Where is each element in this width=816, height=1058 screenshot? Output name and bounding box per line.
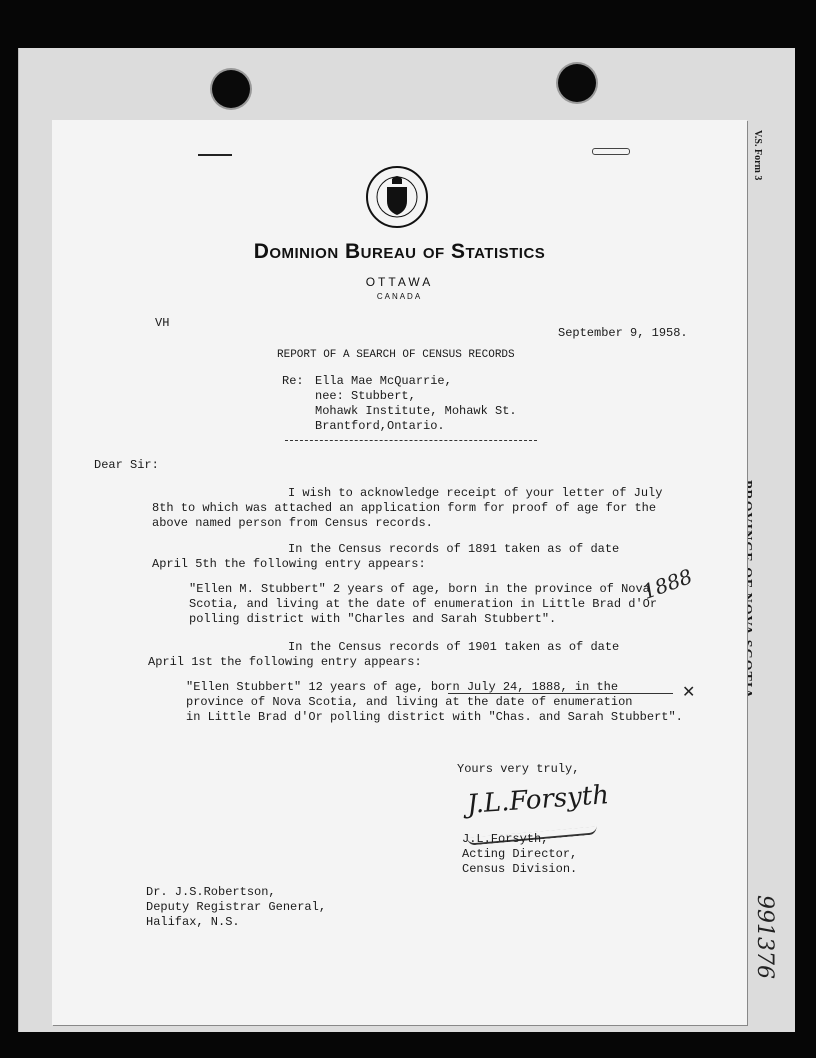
pen-mark <box>198 154 232 156</box>
punch-hole-right <box>558 64 596 102</box>
census-entry-line: polling district with "Charles and Sarah Stubbert". <box>189 612 557 626</box>
date-underline <box>448 693 673 694</box>
clip-mark <box>592 148 630 155</box>
re-line: Brantford,Ontario. <box>315 419 445 433</box>
report-title: REPORT OF A SEARCH OF CENSUS RECORDS <box>277 349 515 361</box>
recipient-line: Halifax, N.S. <box>146 915 240 929</box>
paragraph-line: In the Census records of 1901 taken as of date <box>288 640 620 654</box>
signature: J.L.Forsyth <box>466 780 610 820</box>
paragraph-line: I wish to acknowledge receipt of your letter of July <box>288 486 663 500</box>
signer-line: Acting Director, <box>462 847 578 861</box>
handwritten-year-note: 1888 <box>639 564 696 604</box>
re-line: nee: Stubbert, <box>315 389 416 403</box>
paragraph-line: above named person from Census records. <box>152 516 433 530</box>
asterisk-mark: ✕ <box>682 682 696 701</box>
organization-country: CANADA <box>376 292 423 301</box>
signer-line: J.L.Forsyth, <box>462 832 549 846</box>
census-entry-line: in Little Brad d'Or polling district with "Chas. and Sarah Stubbert". <box>186 710 683 724</box>
organization-city: OTTAWA <box>365 275 434 289</box>
form-number: V.S. Form 3 <box>752 130 763 181</box>
typist-initials: VH <box>155 316 170 330</box>
re-line: Mohawk Institute, Mohawk St. <box>315 404 517 418</box>
crest-icon <box>365 165 429 229</box>
paragraph-line: April 1st the following entry appears: <box>148 655 422 669</box>
paragraph-line: In the Census records of 1891 taken as of date <box>288 542 620 556</box>
salutation: Dear Sir: <box>94 458 159 472</box>
letter-page <box>52 120 747 1025</box>
census-entry-line: province of Nova Scotia, and living at the date of enumeration <box>186 695 633 709</box>
closing: Yours very truly, <box>457 762 580 776</box>
recipient-line: Deputy Registrar General, <box>146 900 327 914</box>
re-label: Re: <box>282 374 304 388</box>
paragraph-line: April 5th the following entry appears: <box>152 557 426 571</box>
census-entry-line: "Ellen Stubbert" 12 years of age, born July 24, 1888, in the <box>186 680 619 694</box>
file-number: 991376 <box>752 895 777 979</box>
census-entry-line: Scotia, and living at the date of enumeration in Little Brad d'Or <box>189 597 658 611</box>
census-entry-line: "Ellen M. Stubbert" 2 years of age, born in the province of Nova <box>189 582 650 596</box>
organization-name: Dominion Bureau of Statistics <box>253 240 546 263</box>
letter-date: September 9, 1958. <box>558 326 688 340</box>
re-line: Ella Mae McQuarrie, <box>315 374 452 388</box>
divider-rule <box>285 440 537 441</box>
signer-line: Census Division. <box>462 862 578 876</box>
paragraph-line: 8th to which was attached an application form for proof of age for the <box>152 501 657 515</box>
punch-hole-left <box>212 70 250 108</box>
recipient-line: Dr. J.S.Robertson, <box>146 885 276 899</box>
